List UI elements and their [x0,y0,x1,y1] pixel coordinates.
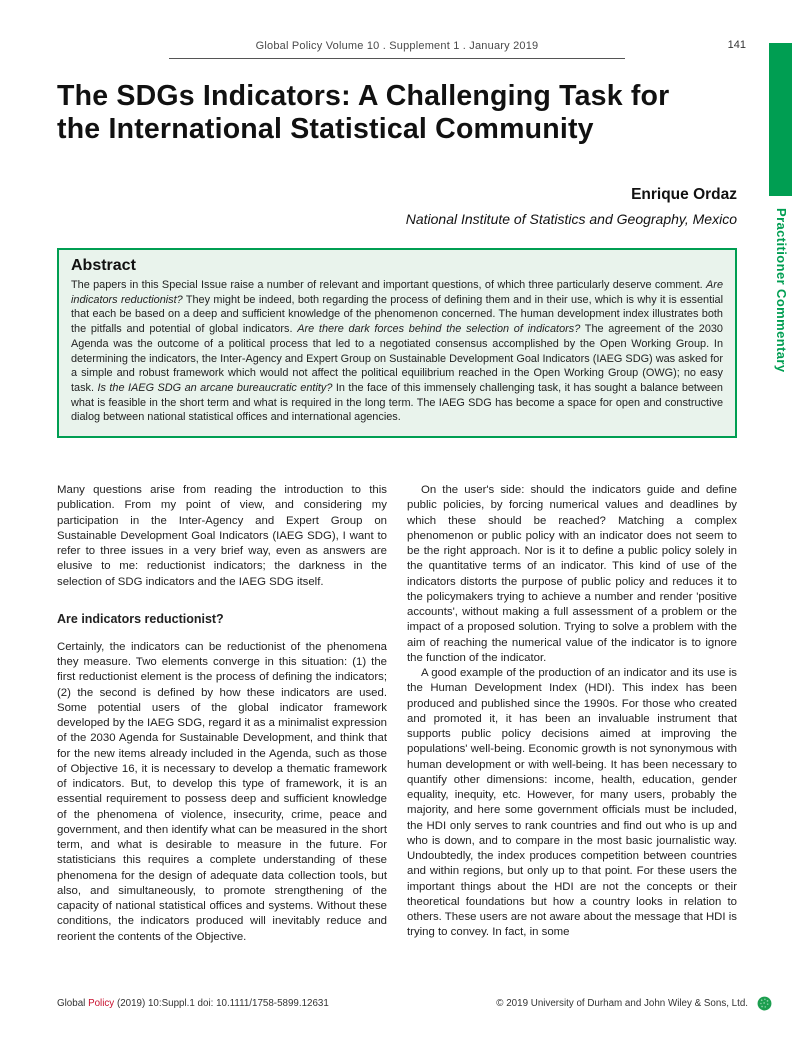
copyright-text: © 2019 University of Durham and John Wiley & Sons, Ltd. [496,998,748,1009]
citation-journal-red: Policy [88,998,115,1009]
paragraph-intro: Many questions arise from reading the introduction to this publication. From my point of view, and considering my participation in the Inter-Agency and Expert Group on Sustainable Development Goal Indicators (IAEG SDG), I want to refer to three issues in a very brief way, even as answers are elusive to me: reductionist indicators; the darkness in the selection of SDG indicators and the IAEG SDG itself. [57,484,387,588]
right-column [407,483,737,945]
page-number: 141 [727,39,746,51]
article-body [57,483,737,945]
header-rule [169,58,625,59]
left-column [57,483,387,945]
section-side-label: Practitioner Commentary [774,208,789,373]
author-affiliation: National Institute of Statistics and Geography, Mexico [405,211,737,227]
globe-logo-icon [757,996,772,1011]
citation-line [57,998,329,1009]
journal-header-text: Global Policy Volume 10 . Supplement 1 . January 2019 [255,40,539,52]
page-footer [57,996,772,1011]
paragraph-users-side: On the user's side: should the indicators guide and define public policies, by forcing numerical values and deadlines by which these should be reached? Matching a complex phenomenon or public policy with an indicator does not seem to be the right approach. Nor is it to define a public policy solely in the quantitative terms of an indicator. This kind of use of the indicators distorts the purpose of public policy and reduces it to the policymakers trying to achieve a number and render 'positive accounts', without making a full assessment of a problem or the impact of a proposed solution. Trying to solve a problem with the aim of reaching the numerical value of the indicator is to ignore the function of the indicator. [407,484,737,664]
citation-rest: (2019) 10:Suppl.1 doi: 10.1111/1758-5899.12631 [116,998,329,1009]
copyright-block [496,996,772,1011]
citation-journal-black: Global [57,998,86,1009]
abstract-text: The papers in this Special Issue raise a number of relevant and important questions, of which three particularly deserve comment. Are indicators reductionist? They might be indeed, both regarding the process of defining them and in their use, which is why it is essential that each be based on a deep and sufficient knowledge of the phenomenon concerned. The human development index illustrates both the pitfalls and potential of global indicators. Are there dark forces behind the selection of indicators? The agreement of the 2030 Agenda was the outcome of a political process that led to a negotiated consensus accomplished by the Open Working Group. In determining the indicators, the Inter-Agency and Expert Group on Sustainable Development Goal Indicators (IAEG SDG) was asked for a simple and robust framework which would not affect the political equilibrium reached in the Open Working Group (OWG); no easy task. Is the IAEG SDG an arcane bureaucratic entity? In the face of this immensely challenging task, it has sought a balance between what is feasible in the short term and what is required in the long term. The IAEG SDG has become a space for open and constructive dialog between national statistical offices and international agencies. [71,279,723,424]
paragraph-reductionist: Certainly, the indicators can be reductionist of the phenomena they measure. Two elements converge in this situation: (1) the first reductionist element is the process of defining the indicators; (2) the second is defined by how these indicators are used. Some potential users of the global indicator framework developed by the IAEG SDG, regard it as a minimalist expression of the 2030 Agenda for Sustainable Development, and think that for the new items already included in the Agenda, such as those of Objective 16, it is necessary to develop a thematic framework of indicators. But, to develop this type of framework, it is an essential requirement to possess deep and sufficient knowledge of the phenomena of violence, insecurity, crime, peace and government, and then identify what can be measured in the short term, and what is desirable to measure in the future. For statisticians this requires a complete understanding of these phenomena for the design of adequate data collection tools, but also, and simultaneously, to promote strengthening of the capacity of national statistical offices and systems. Without these conditions, the indicators produced will inevitably reduce and reorient the contents of the Objective. [57,640,387,943]
abstract-heading: Abstract [71,257,136,274]
article-title: The SDGs Indicators: A Challenging Task for the International Statistical Community [57,80,670,145]
abstract-box [57,248,737,438]
running-head [57,36,737,59]
author-name: Enrique Ordaz [631,186,737,203]
section-color-tab [769,43,792,196]
section-heading-reductionist: Are indicators reductionist? [57,611,224,626]
author-block [406,186,737,227]
paragraph-hdi-example: A good example of the production of an indicator and its use is the Human Development Index (HDI). This index has been produced and published since the 1990s. For those who created and promoted it, it has been an invaluable instrument that supports public policy decisions aimed at improving the populations' well-being. Economic growth is not synonymous with human development or with well-being. It has been necessary to quantify other dimensions: income, health, education, gender equality, inequity, etc. However, for many users, probably the majority, and here some government officials must be included, the HDI only serves to rank countries and find out who is up and who is down, and to compare in the most basic journalistic way. Undoubtedly, the index produces competition between countries and within regions, but only up to that point. For these users the important things about the HDI are not the concepts or their theoretical foundations but how a country looks in relation to others. These users are not aware about the message that HDI is trying to convey. In fact, in some [407,667,737,939]
